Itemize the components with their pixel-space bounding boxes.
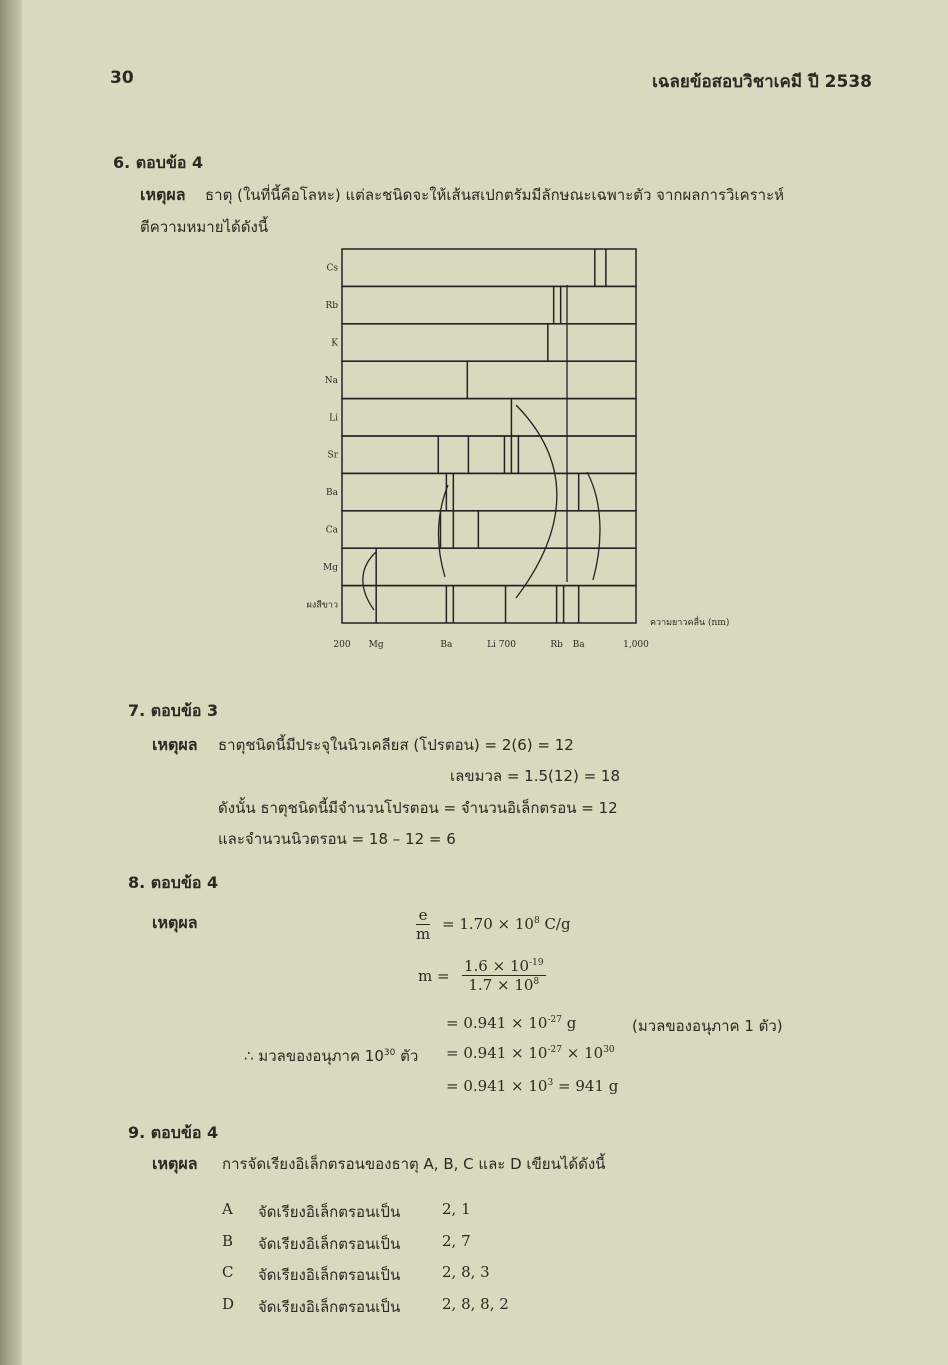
- book-title: เฉลยข้อสอบวิชาเคมี ปี 2538: [652, 72, 872, 92]
- x-axis-label: ความยาวคลื่น (nm): [650, 618, 730, 628]
- row-label: Ca: [325, 525, 338, 536]
- q9-reason-label: เหตุผล: [152, 1154, 198, 1173]
- q8-title: 8. ตอบข้อ 4: [128, 873, 219, 892]
- q7-line2: เลขมวล = 1.5(12) = 18: [450, 767, 621, 785]
- x-tick-label: Mg: [368, 640, 384, 650]
- spectrum-row: [342, 286, 636, 323]
- page-edge: [0, 0, 22, 1365]
- q7-reason-label: เหตุผล: [152, 735, 198, 754]
- spectrum-row: [342, 548, 636, 585]
- x-tick-label: Rb: [550, 640, 563, 650]
- spectrum-row: [342, 473, 636, 510]
- spectrum-row: [342, 511, 636, 548]
- arrow-icon: [587, 472, 600, 580]
- item-letter: C: [222, 1263, 234, 1281]
- em-numerator: e: [416, 906, 430, 925]
- spectral-diagram: [290, 240, 780, 660]
- em-value: = $1.70 \times 10^8$ C/g: [442, 915, 571, 933]
- item-value: 2, 8, 8, 2: [442, 1294, 509, 1313]
- row-label: K: [331, 338, 338, 349]
- item-letter: B: [222, 1231, 234, 1250]
- x-tick-label: Ba: [440, 640, 453, 650]
- q8-reason-label: เหตุผล: [152, 913, 198, 932]
- spectrum-row: [342, 436, 636, 473]
- q7-title: 7. ตอบข้อ 3: [128, 701, 219, 720]
- spectrum-row: [342, 361, 636, 398]
- item-text: จัดเรียงอิเล็กตรอนเป็น: [258, 1266, 401, 1284]
- row-label: Rb: [325, 301, 338, 312]
- row-label: Mg: [323, 562, 338, 573]
- item-letter: A: [222, 1200, 233, 1218]
- row-label: Ba: [326, 488, 338, 499]
- mass-label: ∴ มวลของอนุภาค $10^{30}$ ตัว: [244, 1047, 419, 1065]
- row-label: Li: [329, 413, 338, 424]
- m-label: m =: [418, 967, 450, 985]
- arrow-icon: [516, 405, 557, 598]
- spectrum-row: [342, 324, 636, 361]
- q7-line3: ดังนั้น ธาตุชนิดนี้มีจำนวนโปรตอน = จำนวนอิเล็กตรอน = 12: [218, 799, 618, 817]
- q7-line4: และจำนวนนิวตรอน = 18 – 12 = 6: [218, 830, 456, 848]
- q9-line1: การจัดเรียงอิเล็กตรอนของธาตุ A, B, C และ D เขียนได้ดังนี้: [222, 1155, 606, 1173]
- q6-line2: ตีความหมายได้ดังนี้: [140, 218, 269, 236]
- m-fraction: $\frac{1.6 \times 10^{-19}}{1.7 \times 10^8}$: [464, 957, 544, 994]
- q7-line1: ธาตุชนิดนี้มีประจุในนิวเคลียส (โปรตอน) = 2(6) = 12: [218, 736, 574, 754]
- q6-line1: ธาตุ (ในที่นี้คือโลหะ) แต่ละชนิดจะให้เส้นสเปกตรัมมีลักษณะเฉพาะตัว จากผลการวิเคราะห์: [205, 186, 785, 204]
- em-denominator: m: [416, 925, 431, 943]
- item-letter: D: [222, 1294, 235, 1313]
- spectrum-row: [342, 586, 636, 623]
- m-result-note: (มวลของอนุภาค 1 ตัว): [632, 1017, 783, 1035]
- spectrum-row: [342, 249, 636, 286]
- mass-calc: = $0.941 \times 10^{-27} \times 10^{30}$: [446, 1044, 615, 1062]
- x-tick-label: Ba: [572, 640, 585, 650]
- x-tick-label: 1,000: [623, 640, 649, 650]
- spectrum-row: [342, 399, 636, 436]
- item-value: 2, 1: [442, 1200, 471, 1218]
- row-label: ผงสีขาว: [306, 600, 338, 611]
- row-label: Sr: [327, 450, 338, 461]
- q9-title: 9. ตอบข้อ 4: [128, 1123, 219, 1142]
- item-text: จัดเรียงอิเล็กตรอนเป็น: [258, 1203, 401, 1221]
- x-tick-label: 200: [333, 640, 351, 650]
- arrow-icon: [363, 552, 376, 610]
- row-label: Na: [324, 375, 338, 386]
- mass-result: = $0.941 \times 10^3 = 941$ g: [446, 1077, 619, 1095]
- q6-reason-label: เหตุผล: [140, 185, 186, 204]
- page-number: 30: [110, 68, 134, 88]
- item-text: จัดเรียงอิเล็กตรอนเป็น: [258, 1297, 401, 1316]
- q6-title: 6. ตอบข้อ 4: [113, 153, 204, 172]
- row-label: Cs: [326, 263, 338, 274]
- x-tick-label: Li 700: [487, 640, 516, 650]
- m-result: = $0.941 \times 10^{-27}$ g: [446, 1014, 577, 1032]
- e-over-m-fraction: [416, 906, 430, 943]
- item-text: จัดเรียงอิเล็กตรอนเป็น: [258, 1234, 401, 1253]
- item-value: 2, 7: [442, 1231, 471, 1250]
- item-value: 2, 8, 3: [442, 1263, 490, 1281]
